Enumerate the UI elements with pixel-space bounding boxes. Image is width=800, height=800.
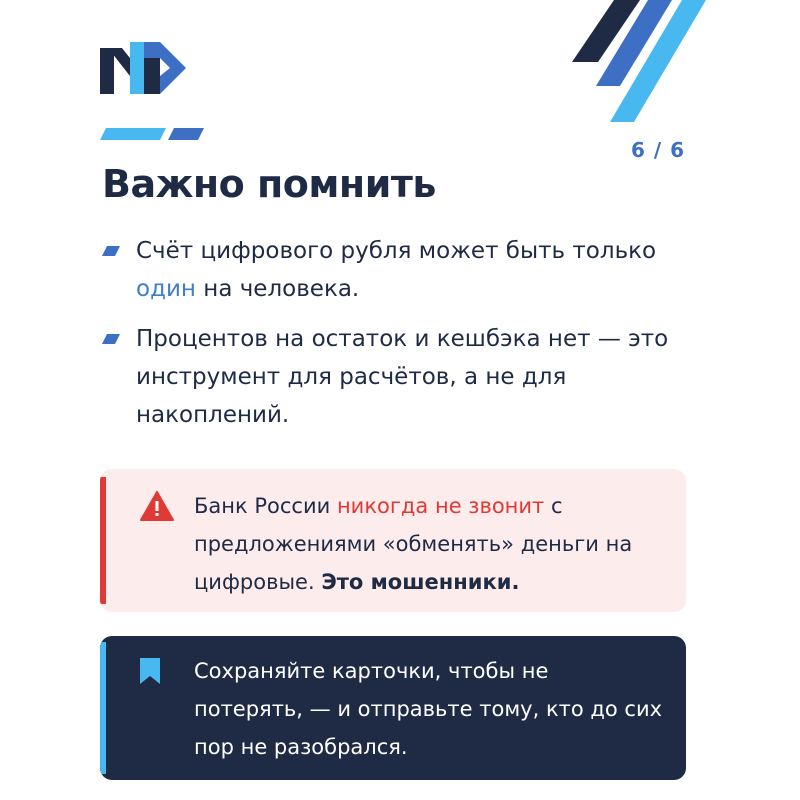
bullet-parallelogram-icon [102,334,120,344]
warning-callout [100,469,686,612]
warning-text [194,487,664,601]
save-callout [100,636,686,780]
warning-accent-border [100,477,106,604]
bullet-text-start: Счёт цифрового рубля может быть только [136,238,657,264]
list-item [100,232,690,308]
warning-bold: Это мошенники. [321,570,520,594]
bullet-highlight: один [136,276,196,302]
list-item [100,320,690,434]
warning-text-middle: с предложениями «обменять» деньги на цифровые. [194,494,633,594]
accent-bars-icon [100,128,210,140]
bullet-list [100,232,690,446]
bullet-text: Процентов на остаток и кешбэка нет — это инструмент для расчётов, а не для накоплений. [136,326,669,428]
warning-text-start: Банк России [194,494,337,518]
warning-triangle-icon [140,491,174,521]
logo-icon [100,42,186,94]
save-note-text: Сохраняйте карточки, чтобы не потерять, — и отправьте тому, кто до сих пор не разобрался. [194,659,663,759]
save-accent-border [100,642,106,774]
bullet-text-end: на человека. [195,276,360,302]
bullet-parallelogram-icon [102,246,120,256]
page-counter: 6 / 6 [630,138,685,162]
page-title: Важно помнить [102,162,436,206]
decorative-stripes-icon [560,0,800,130]
warning-highlight: никогда не звонит [336,494,545,518]
bookmark-icon [140,658,160,684]
